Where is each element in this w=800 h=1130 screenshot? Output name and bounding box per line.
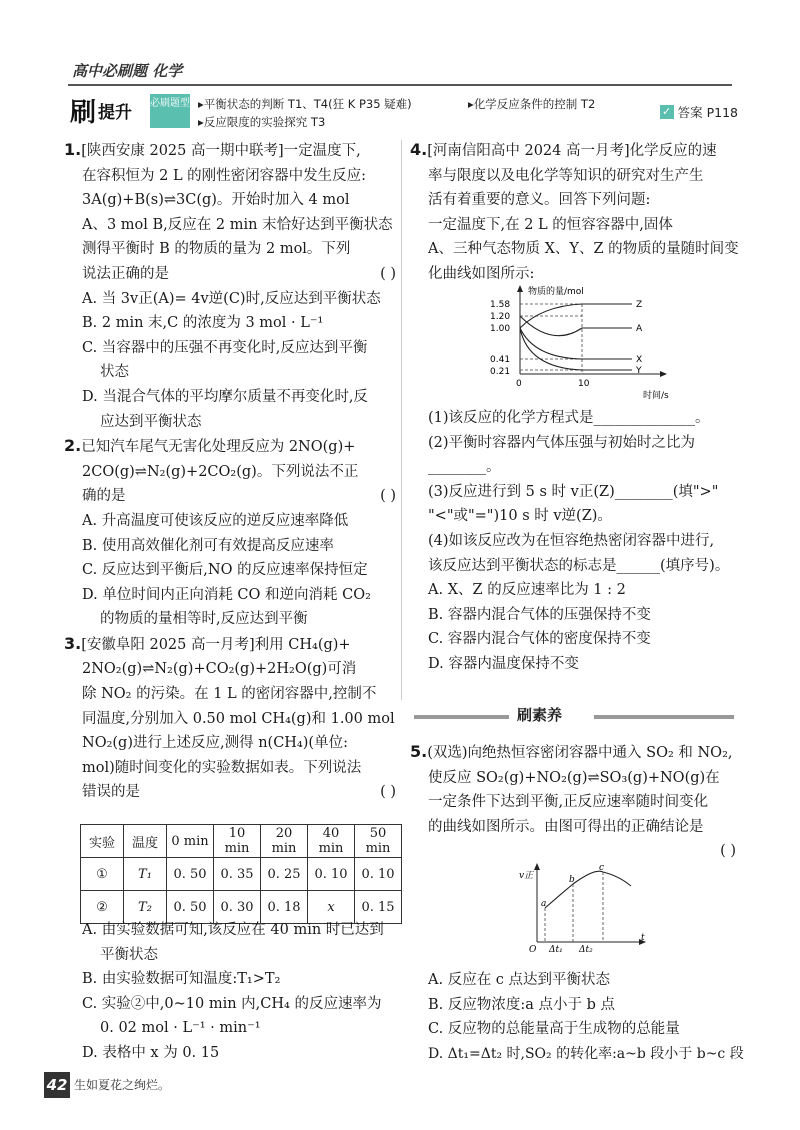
q1-option-c-cont: 状态: [100, 364, 129, 381]
table-cell: 0. 30: [214, 891, 261, 924]
curve-x: [520, 328, 632, 359]
q4-subquestions: [410, 406, 742, 677]
q1-number: 1.: [64, 140, 82, 159]
q3-line-3: 同温度,分别加入 0.50 mol CH₄(g)和 1.00 mol: [82, 710, 395, 727]
q4-amount-graph: [462, 284, 692, 404]
section-badge: [70, 92, 132, 128]
q3-data-table: [80, 824, 402, 924]
q3-line-4: NO₂(g)进行上述反应,测得 n(CH₄)(单位:: [82, 735, 348, 752]
q5-option-d[interactable]: D. Δt₁=Δt₂ 时,SO₂ 的转化率:a~b 段小于 b~c 段: [428, 1045, 744, 1062]
page-number: 42: [44, 1072, 70, 1098]
q4-option-c[interactable]: C. 容器内混合气体的密度保持不变: [428, 631, 651, 648]
q1-line-4: 测得平衡时 B 的物质的量为 2 mol。下列: [82, 241, 351, 258]
q3-line-6: 错误的是 ( ): [64, 780, 396, 805]
q5-line-0: 5.(双选)向绝热恒容密闭容器中通入 SO₂ 和 NO₂,: [410, 742, 733, 761]
table-cell: x: [308, 891, 355, 924]
curve-label: Z: [636, 300, 643, 310]
q3-line-0: 3.[安徽阜阳 2025 高一月考]利用 CH₄(g)+: [64, 633, 351, 653]
table-header: 40 min: [308, 825, 355, 858]
q4-number: 4.: [410, 140, 428, 159]
table-cell: 0. 10: [355, 858, 402, 891]
y-tick: 1.20: [490, 312, 511, 322]
q4-line-5: 化曲线如图所示:: [428, 265, 535, 282]
y-tick: 0.21: [490, 367, 511, 377]
table-cell: T₂: [124, 891, 167, 924]
graph-y-label: 物质的量/mol: [528, 287, 584, 297]
topic-tag: 必刷题型: [150, 94, 190, 128]
q1-line-5: 说法正确的是 ( ): [64, 262, 396, 287]
table-header: 温度: [124, 825, 167, 858]
q4-sub-2-blank[interactable]: ________。: [428, 459, 501, 476]
q2-line-0: 2.已知汽车尾气无害化处理反应为 2NO(g)+: [64, 436, 356, 456]
x-tick: Δt₂: [579, 945, 593, 954]
q4-option-d[interactable]: D. 容器内温度保持不变: [428, 655, 579, 672]
q3-option-b[interactable]: B. 由实验数据可知温度:T₁>T₂: [82, 971, 281, 988]
table-cell: ①: [81, 858, 124, 891]
section-bar: [414, 706, 734, 728]
footer-motto: 生如夏花之绚烂。: [74, 1078, 171, 1092]
table-header: 20 min: [261, 825, 308, 858]
q3-option-a[interactable]: A. 由实验数据可知,该反应在 40 min 时已达到: [82, 922, 384, 938]
q2-option-c[interactable]: C. 反应达到平衡后,NO 的反应速率保持恒定: [82, 562, 368, 579]
y-tick: 1.58: [490, 300, 511, 310]
q1-option-b[interactable]: B. 2 min 末,C 的浓度为 3 mol · L⁻¹: [82, 315, 324, 332]
answer-ref: [660, 103, 738, 121]
q3-option-c[interactable]: C. 实验②中,0~10 min 内,CH₄ 的反应速率为: [82, 995, 382, 1012]
book-title: 高中必刷题 化学: [72, 62, 183, 80]
header-rule: [68, 84, 732, 86]
q4-sub-3-cont: "<"或"=")10 s 时 v逆(Z)。: [428, 508, 612, 525]
q5-stem: [410, 740, 742, 864]
q4-sub-4: (4)如该反应改为在恒容绝热密闭容器中进行,: [428, 532, 715, 549]
table-cell: 0. 25: [261, 858, 308, 891]
q2-answer-paren[interactable]: ( ): [380, 488, 396, 505]
x-tick: 0: [516, 379, 522, 389]
badge-sub: 提升: [98, 102, 133, 123]
q1-line-1: 在容积恒为 2 L 的刚性密闭容器中发生反应:: [82, 167, 367, 184]
q5-rate-graph: [515, 862, 655, 954]
table-header: 10 min: [214, 825, 261, 858]
q3-options: [64, 918, 396, 1066]
topic-3: ▸反应限度的实验探究 T3: [198, 115, 326, 129]
x-tick: t: [641, 933, 645, 943]
q4-sub-2: (2)平衡时容器内气体压强与初始时之比为: [428, 434, 696, 451]
q3-option-d[interactable]: D. 表格中 x 为 0. 15: [82, 1044, 220, 1061]
topic-2: ▸化学反应条件的控制 T2: [468, 97, 596, 111]
table-cell: 0. 18: [261, 891, 308, 924]
table-header-row: [81, 825, 402, 858]
table-header: 50 min: [355, 825, 402, 858]
curve-label: A: [636, 324, 643, 334]
q3-line-2: 除 NO₂ 的污染。在 1 L 的密闭容器中,控制不: [82, 686, 377, 703]
badge-main: 刷: [70, 97, 97, 128]
q5-line-1: 使反应 SO₂(g)+NO₂(g)⇌SO₃(g)+NO(g)在: [428, 769, 720, 786]
y-tick: 0.41: [490, 355, 511, 365]
table-cell: 0. 50: [167, 858, 214, 891]
x-tick: O: [529, 945, 537, 954]
q1-option-d[interactable]: D. 当混合气体的平均摩尔质量不再变化时,反: [82, 388, 368, 405]
curve-y: [520, 328, 632, 370]
q4-sub-4-cont: 该反应达到平衡状态的标志是______(填序号)。: [428, 557, 730, 574]
table-cell: 0. 35: [214, 858, 261, 891]
q2-line-2: 确的是 ( ): [64, 484, 396, 509]
x-tick: 10: [578, 379, 590, 389]
graph-y-label: v正: [519, 871, 534, 881]
q5-number: 5.: [410, 742, 428, 761]
curve-label: X: [636, 355, 643, 365]
q4-line-3: 一定温度下,在 2 L 的恒容容器中,固体: [428, 216, 673, 233]
q5-option-a[interactable]: A. 反应在 c 点达到平衡状态: [428, 972, 611, 988]
q3-option-c-cont: 0. 02 mol · L⁻¹ · min⁻¹: [100, 1020, 261, 1037]
q2-option-d-cont: 的物质的量相等时,反应达到平衡: [100, 611, 308, 628]
q2-line-1: 2CO(g)⇌N₂(g)+2CO₂(g)。下列说法不正: [82, 463, 359, 480]
q2-number: 2.: [64, 436, 82, 456]
q4-option-b[interactable]: B. 容器内混合气体的压强保持不变: [428, 606, 651, 623]
q5-line-2: 一定条件下达到平衡,正反应速率随时间变化: [428, 794, 709, 811]
table-cell: T₁: [124, 858, 167, 891]
q1-option-a[interactable]: A. 当 3v正(A)= 4v逆(C)时,反应达到平衡状态: [82, 290, 381, 307]
table-cell: ②: [81, 891, 124, 924]
q3-number: 3.: [64, 633, 82, 653]
y-tick: 1.00: [490, 324, 511, 334]
topic-1: ▸平衡状态的判断 T1、T4(狂 K P35 疑难): [198, 97, 412, 111]
point-label: c: [599, 863, 605, 873]
q5-line-3: 的曲线如图所示。由图可得出的正确结论是: [428, 818, 704, 835]
q1-answer-paren[interactable]: ( ): [380, 265, 396, 282]
q4-sub-1: (1)该反应的化学方程式是______________。: [428, 410, 710, 426]
q5-option-b[interactable]: B. 反应物浓度:a 点小于 b 点: [428, 996, 616, 1013]
q4-option-a[interactable]: A. X、Z 的反应速率比为 1 : 2: [428, 582, 626, 599]
q1-line-3: A、3 mol B,反应在 2 min 末恰好达到平衡状态: [82, 216, 393, 233]
table-row: [81, 858, 402, 891]
column-divider: [401, 140, 402, 700]
table-cell: 0. 50: [167, 891, 214, 924]
table-header: 0 min: [167, 825, 214, 858]
curve-label: Y: [636, 366, 642, 376]
graph-x-label: 时间/s: [643, 391, 669, 401]
right-column: [410, 138, 742, 287]
q4-sub-3: (3)反应进行到 5 s 时 v正(Z)________(填">": [428, 483, 719, 500]
q4-line-1: 率与限度以及电化学等知识的研究对生产生: [428, 167, 704, 184]
section-title: 刷素养: [517, 706, 563, 724]
q4-line-0: 4.[河南信阳高中 2024 高一月考]化学反应的速: [410, 140, 717, 159]
q3-line-1: 2NO₂(g)⇌N₂(g)+CO₂(g)+2H₂O(g)可消: [82, 661, 357, 678]
answer-ref-text: 答案 P118: [677, 105, 738, 120]
q4-line-2: 活有着重要的意义。回答下列问题:: [428, 192, 651, 209]
q1-option-c[interactable]: C. 当容器中的压强不再变化时,反应达到平衡: [82, 339, 368, 356]
q4-line-4: A、三种气态物质 X、Y、Z 的物质的量随时间变: [428, 241, 739, 258]
q3-option-a-cont: 平衡状态: [100, 946, 158, 963]
table-cell: 0. 15: [355, 891, 402, 924]
q3-line-5: mol)随时间变化的实验数据如表。下列说法: [82, 759, 362, 776]
q1-line-2: 3A(g)+B(s)⇌3C(g)。开始时加入 4 mol: [82, 192, 350, 209]
left-column: [64, 138, 396, 805]
rate-curve: [545, 871, 631, 908]
q2-option-d[interactable]: D. 单位时间内正向消耗 CO 和逆向消耗 CO₂: [82, 586, 371, 603]
q5-options: [410, 968, 750, 1066]
q3-answer-paren[interactable]: ( ): [380, 784, 396, 801]
x-tick: Δt₁: [549, 945, 563, 954]
point-label: a: [541, 899, 547, 909]
curve-a: [520, 316, 632, 336]
q5-answer-paren[interactable]: ( ): [720, 843, 736, 860]
check-icon: ✓: [660, 105, 674, 119]
q2-option-b[interactable]: B. 使用高效催化剂可有效提高反应速率: [82, 537, 334, 554]
point-label: b: [569, 875, 575, 885]
table-header: 实验: [81, 825, 124, 858]
table-cell: 0. 10: [308, 858, 355, 891]
q1-option-d-cont: 应达到平衡状态: [100, 413, 202, 430]
q5-option-c[interactable]: C. 反应物的总能量高于生成物的总能量: [428, 1021, 680, 1038]
q2-option-a[interactable]: A. 升高温度可使该反应的逆反应速率降低: [82, 512, 349, 529]
q1-line-0: 1.[陕西安康 2025 高一期中联考]一定温度下,: [64, 140, 361, 159]
